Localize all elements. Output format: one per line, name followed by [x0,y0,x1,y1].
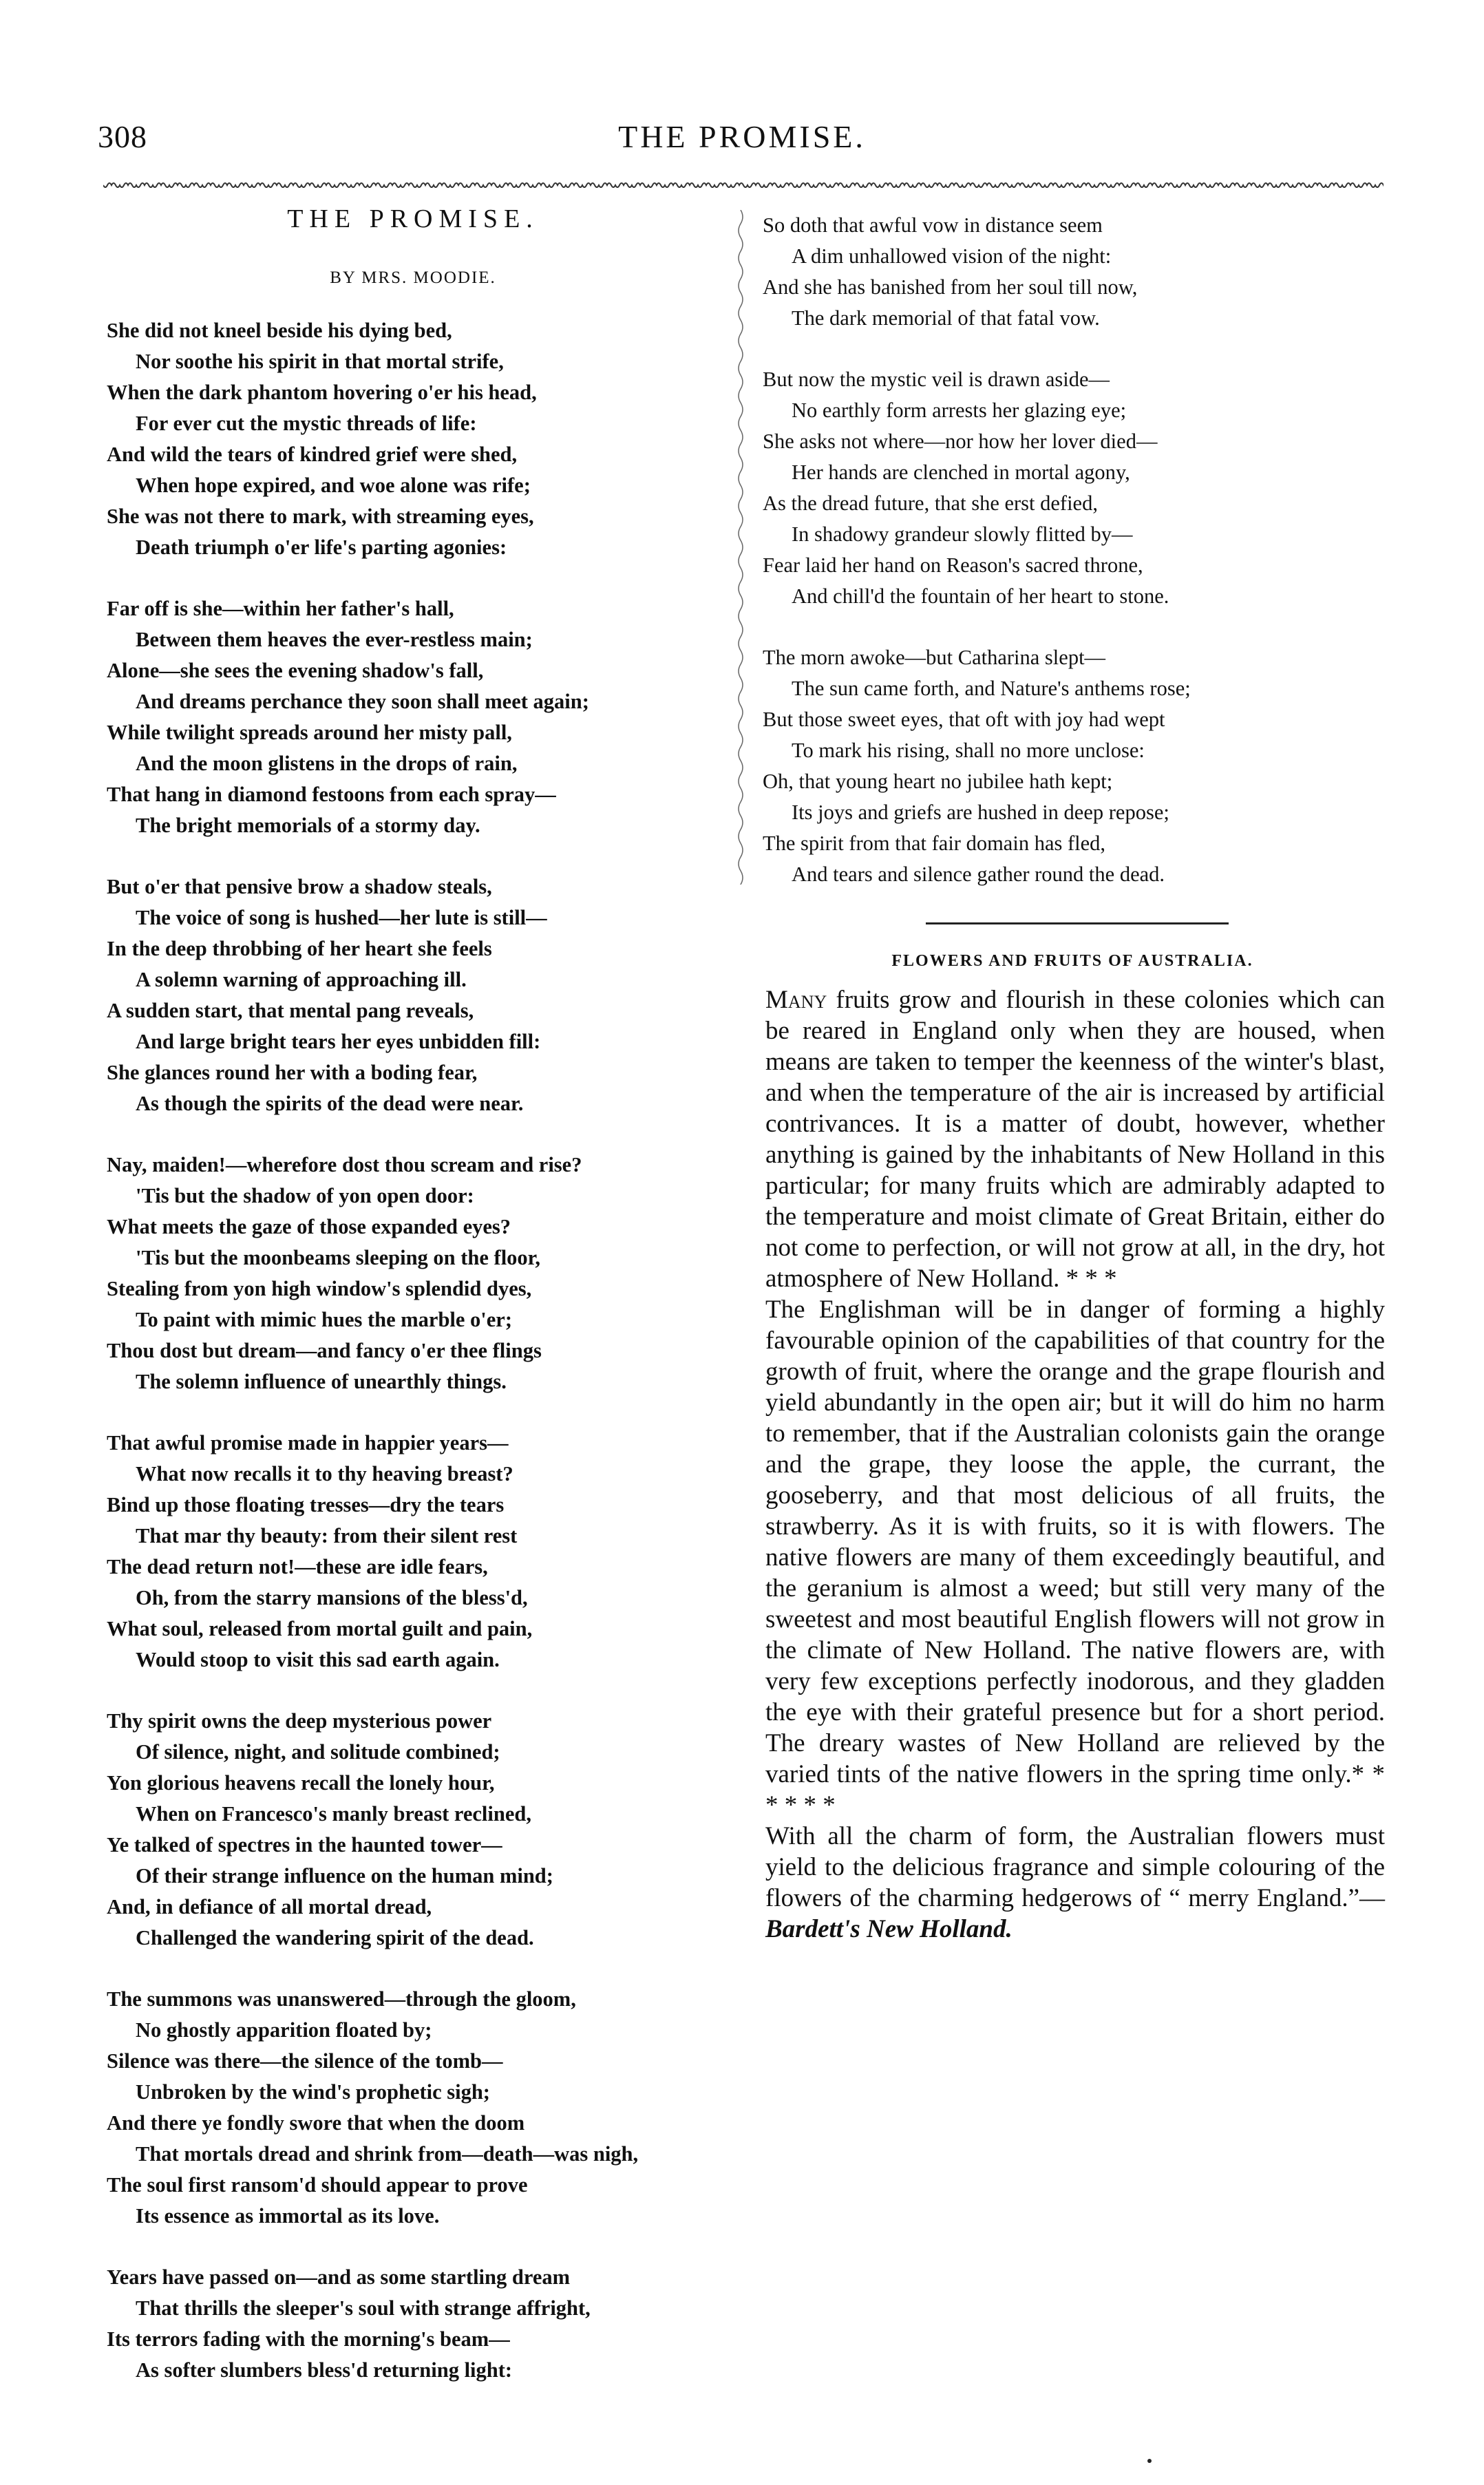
poem-left-column [107,315,726,2416]
poem-line: Its essence as immortal as its love. [136,2204,440,2228]
article-title: FLOWERS AND FRUITS OF AUSTRALIA. [891,952,1253,970]
poem-line: That mortals dread and shrink from—death—was nigh, [136,2142,639,2166]
poem-line: That mar thy beauty: from their silent rest [136,1524,518,1547]
stanza [763,642,1382,890]
article-dropword: Many [765,986,827,1014]
poem-line: That hang in diamond festoons from each spray— [107,783,556,806]
poem-line: No earthly form arrests her glazing eye; [792,399,1127,422]
poem-line: To paint with mimic hues the marble o'er; [136,1308,513,1331]
ink-speck [1147,2459,1152,2463]
poem-line: Silence was there—the silence of the tomb— [107,2049,503,2073]
poem-line: But o'er that pensive brow a shadow steals, [107,875,492,898]
poem-line: That awful promise made in happier years— [107,1431,509,1455]
poem-line: The soul first ransom'd should appear to prove [107,2173,528,2197]
poem-line: But now the mystic veil is drawn aside— [763,368,1110,391]
stanza [763,210,1382,334]
poem-line: The dark memorial of that fatal vow. [792,306,1100,330]
poem-line: Nor soothe his spirit in that mortal strife, [136,350,504,373]
poem-line: Unbroken by the wind's prophetic sigh; [136,2080,490,2104]
poem-title: THE PROMISE. [287,204,539,233]
poem-line: 'Tis but the moonbeams sleeping on the floor, [136,1246,541,1269]
poem-line: Death triumph o'er life's parting agonies: [136,536,507,559]
poem-line: She did not kneel beside his dying bed, [107,319,452,342]
poem-line: And large bright tears her eyes unbidden fill: [136,1030,541,1053]
poem-line: And tears and silence gather round the dead. [792,863,1165,886]
poem-line: And wild the tears of kindred grief were shed, [107,443,518,466]
poem-byline: BY MRS. MOODIE. [330,268,496,287]
poem-line: To mark his rising, shall no more unclose: [792,739,1145,762]
poem-line: The morn awoke—but Catharina slept— [763,646,1106,669]
stanza [763,364,1382,612]
poem-line: Fear laid her hand on Reason's sacred throne, [763,553,1143,577]
poem-line: When on Francesco's manly breast reclined, [136,1802,531,1826]
poem-line: Oh, from the starry mansions of the bless'd, [136,1586,528,1609]
poem-line: Yon glorious heavens recall the lonely hour, [107,1771,495,1795]
poem-line: Its joys and griefs are hushed in deep repose; [792,801,1169,824]
poem-line: Thou dost but dream—and fancy o'er thee flings [107,1339,542,1362]
poem-line: So doth that awful vow in distance seem [763,213,1103,237]
poem-right-column [763,210,1382,920]
stanza [107,1428,726,1675]
poem-line: The summons was unanswered—through the gloom, [107,1987,576,2011]
poem-line: Bind up those floating tresses—dry the tears [107,1493,505,1516]
poem-line: What now recalls it to thy heaving breast? [136,1462,513,1485]
stanza [107,315,726,563]
article-paragraph-3-text: With all the charm of form, the Australian flowers must yield to the delicious fragrance and simple colouring of the flowers of the charming hedgerows of “ merry England.”— [765,1822,1385,1912]
poem-line: Between them heaves the ever-restless main; [136,628,533,651]
poem-line: As though the spirits of the dead were near. [136,1092,524,1115]
column-separator [735,210,746,885]
poem-line: And she has banished from her soul till now, [763,275,1138,299]
stanza [107,593,726,841]
poem-line: No ghostly apparition floated by; [136,2018,432,2042]
poem-line: In the deep throbbing of her heart she feels [107,937,492,960]
poem-line: Years have passed on—and as some startling dream [107,2265,571,2289]
poem-line: A sudden start, that mental pang reveals, [107,999,474,1022]
poem-line: The dead return not!—these are idle fears, [107,1555,488,1578]
poem-line: And dreams perchance they soon shall meet again; [136,690,589,713]
poem-line: Thy spirit owns the deep mysterious power [107,1709,492,1733]
poem-line: Of their strange influence on the human mind; [136,1864,553,1887]
poem-line: 'Tis but the shadow of yon open door: [136,1184,474,1207]
poem-line: In shadowy grandeur slowly flitted by— [792,522,1133,546]
poem-line: As the dread future, that she erst defied, [763,491,1098,515]
wavy-rule [103,178,1384,193]
poem-line: The solemn influence of unearthly things. [136,1370,507,1393]
article-source: Bardett's New Holland. [765,1915,1013,1943]
poem-line: What meets the gaze of those expanded eyes? [107,1215,511,1238]
poem-line: The voice of song is hushed—her lute is still— [136,906,547,929]
poem-line: But those sweet eyes, that oft with joy had wept [763,708,1165,731]
poem-line: Its terrors fading with the morning's beam— [107,2327,510,2351]
article-paragraph-2: The Englishman will be in danger of forming a highly favourable opinion of the capabilities of that country for the growth of fruit, where the orange and the grape flourish and yield abundantly in the open air; but it will do him no harm to remember, that if the Australian colonists gain the orange and the grape, they loose the apple, the currant, the gooseberry, and that most delicious of all fruits, the strawberry. As it is with fruits, so it is with flowers. The native flowers are many of them exceedingly beautiful, and the geranium is almost a weed; but still very many of the sweetest and most beautiful English flowers will not grow in the climate of New Holland. The native flowers are, with very few exceptions perfectly inodorous, and they gladden the eye with their grateful presence but for a short period. The dreary wastes of New Holland are relieved by the varied tints of the native flowers in the spring time only.* * * * * * [765,1296,1385,1819]
poem-line: She glances round her with a boding fear, [107,1061,478,1084]
poem-line: A dim unhallowed vision of the night: [792,244,1112,268]
section-rule [926,922,1229,924]
page-number: 308 [98,119,147,154]
stanza [107,1150,726,1397]
poem-line: Alone—she sees the evening shadow's fall, [107,659,484,682]
poem-line: Stealing from yon high window's splendid dyes, [107,1277,532,1300]
poem-line: Challenged the wandering spirit of the dead. [136,1926,534,1949]
stanza [107,1984,726,2232]
poem-line: A solemn warning of approaching ill. [136,968,467,991]
poem-line: When hope expired, and woe alone was rife; [136,474,531,497]
poem-line: Ye talked of spectres in the haunted tower— [107,1833,502,1857]
poem-line: And chill'd the fountain of her heart to stone. [792,584,1169,608]
poem-line: For ever cut the mystic threads of life: [136,412,477,435]
poem-line: Oh, that young heart no jubilee hath kept; [763,770,1113,793]
stanza [107,2262,726,2386]
stanza [107,1706,726,1954]
stanza [107,871,726,1119]
article-body [765,984,1385,1945]
poem-line: The bright memorials of a stormy day. [136,814,480,837]
poem-line: As softer slumbers bless'd returning light: [136,2358,513,2382]
poem-line: She asks not where—nor how her lover died— [763,430,1158,453]
article-paragraph-1 [765,984,1385,1294]
poem-line: Her hands are clenched in mortal agony, [792,461,1130,484]
article-paragraph-3 [765,1821,1385,1945]
poem-line: When the dark phantom hovering o'er his head, [107,381,537,404]
poem-line: And the moon glistens in the drops of rain, [136,752,518,775]
poem-line: The spirit from that fair domain has fled, [763,832,1106,855]
running-title: THE PROMISE. [618,119,866,154]
poem-line: And, in defiance of all mortal dread, [107,1895,432,1918]
poem-line: Nay, maiden!—wherefore dost thou scream and rise? [107,1153,582,1176]
poem-line: While twilight spreads around her misty pall, [107,721,512,744]
poem-line: Of silence, night, and solitude combined; [136,1740,500,1764]
poem-line: And there ye fondly swore that when the doom [107,2111,525,2135]
article-paragraph-1-text: fruits grow and flourish in these colonies which can be reared in England only when they are housed, when means are taken to temper the keenness of the winter's blast, and when the temperature of the air is increased by artificial contrivances. It is a matter of doubt, however, whether anything is gained by the inhabitants of New Holland in this particular; for many fruits which are admirably adapted to the temperature and moist climate of Great Britain, either do not come to perfection, or will not grow at all, in the dry, hot atmosphere of New Holland. * * * [765,986,1385,1293]
poem-line: Far off is she—within her father's hall, [107,597,454,620]
poem-line: Would stoop to visit this sad earth again. [136,1648,500,1671]
poem-line: That thrills the sleeper's soul with strange affright, [136,2296,591,2320]
poem-line: She was not there to mark, with streaming eyes, [107,505,534,528]
poem-line: What soul, released from mortal guilt and pain, [107,1617,533,1640]
poem-line: The sun came forth, and Nature's anthems rose; [792,677,1191,700]
